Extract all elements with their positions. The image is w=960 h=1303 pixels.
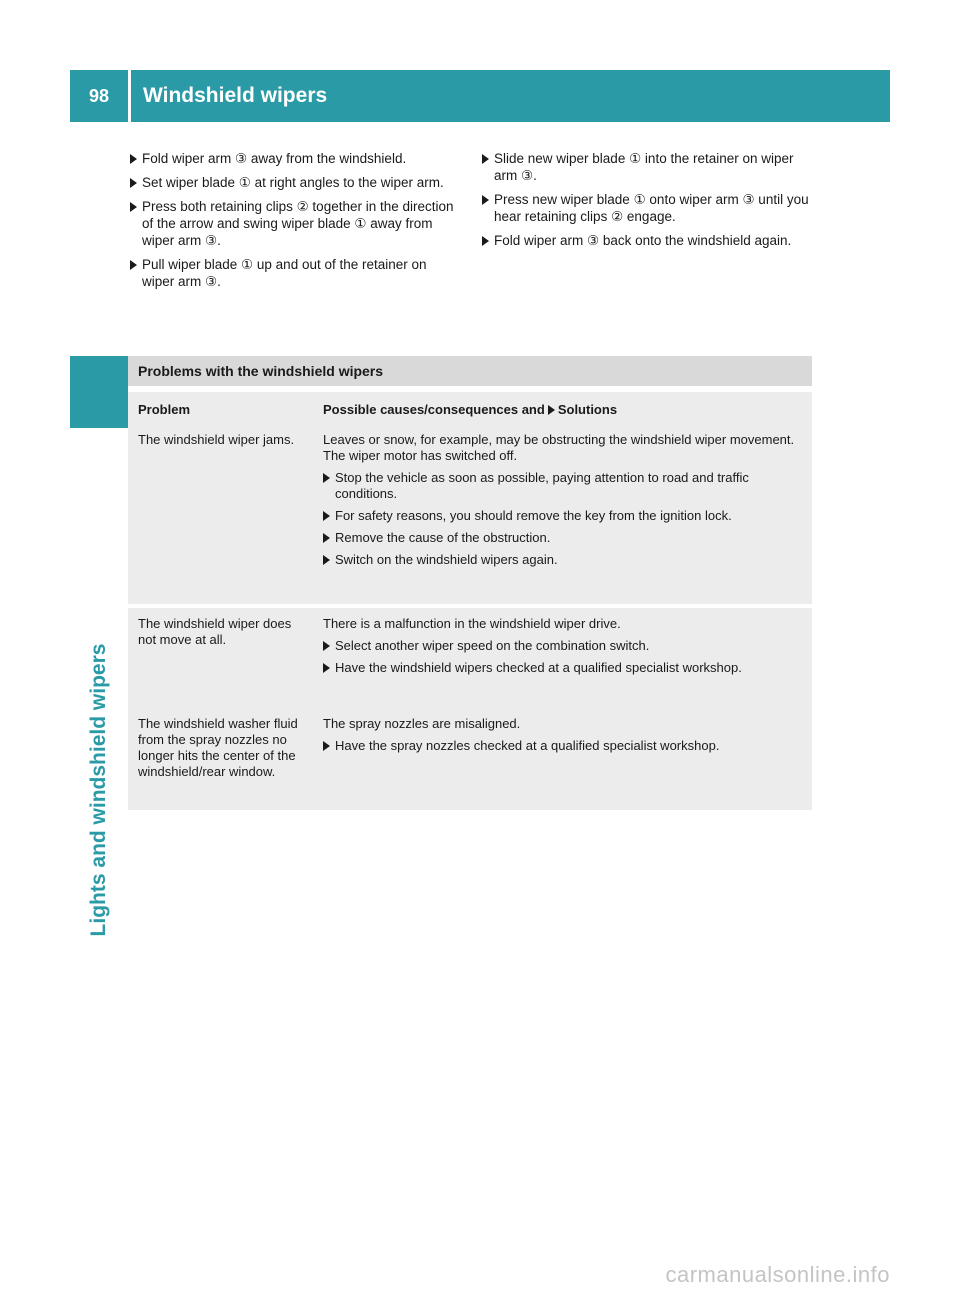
arrow-right-icon bbox=[130, 202, 137, 212]
column-header-problem: Problem bbox=[138, 402, 191, 417]
table-row-solution bbox=[323, 616, 803, 682]
instruction-step: Press both retaining clips ② together in the direction of the arrow and swing wiper blade ① away from wiper arm ③. bbox=[130, 198, 462, 249]
cause-text: Leaves or snow, for example, may be obstructing the windshield wiper movement. The wiper motor has switched off. bbox=[323, 432, 795, 463]
arrow-right-icon bbox=[130, 260, 137, 270]
arrow-right-icon bbox=[323, 641, 330, 651]
arrow-right-icon bbox=[323, 741, 330, 751]
arrow-right-icon bbox=[130, 178, 137, 188]
table-title-bar bbox=[128, 356, 812, 386]
solution-step: Switch on the windshield wipers again. bbox=[323, 552, 803, 568]
arrow-right-icon bbox=[323, 533, 330, 543]
arrow-right-icon bbox=[323, 663, 330, 673]
instruction-step: Pull wiper blade ① up and out of the retainer on wiper arm ③. bbox=[130, 256, 462, 290]
solution-step: Have the spray nozzles checked at a qualified specialist workshop. bbox=[323, 738, 803, 754]
troubleshooting-table bbox=[128, 392, 812, 810]
arrow-right-icon bbox=[323, 555, 330, 565]
header-bar bbox=[131, 70, 890, 122]
table-row-solution bbox=[323, 716, 803, 760]
arrow-right-icon bbox=[482, 195, 489, 205]
instruction-step: Set wiper blade ① at right angles to the wiper arm. bbox=[130, 174, 462, 191]
chapter-side-label: Lights and windshield wipers bbox=[87, 643, 110, 937]
page-number: 98 bbox=[70, 70, 128, 122]
column-header-causes: Possible causes/consequences and Solutions bbox=[323, 402, 618, 417]
table-row-solution bbox=[323, 432, 803, 574]
cause-text: The spray nozzles are misaligned. bbox=[323, 716, 521, 731]
table-row-problem: The windshield wiper jams. bbox=[138, 432, 295, 447]
solution-step: Select another wiper speed on the combination switch. bbox=[323, 638, 803, 654]
side-tab-marker bbox=[70, 356, 128, 428]
arrow-right-icon bbox=[323, 473, 330, 483]
solution-step: Stop the vehicle as soon as possible, paying attention to road and traffic conditions. bbox=[323, 470, 803, 502]
solution-step: Have the windshield wipers checked at a qualified specialist workshop. bbox=[323, 660, 803, 676]
arrow-right-icon bbox=[548, 405, 555, 415]
arrow-right-icon bbox=[323, 511, 330, 521]
instruction-step: Fold wiper arm ③ back onto the windshield again. bbox=[482, 232, 814, 249]
instruction-step: Fold wiper arm ③ away from the windshield. bbox=[130, 150, 462, 167]
watermark: carmanualsonline.info bbox=[665, 1262, 890, 1287]
solution-step: For safety reasons, you should remove the key from the ignition lock. bbox=[323, 508, 803, 524]
table-row-problem: The windshield washer fluid from the spray nozzles no longer hits the center of the windshield/rear window. bbox=[138, 716, 298, 779]
page-title: Windshield wipers bbox=[143, 84, 328, 107]
instruction-steps-right bbox=[482, 150, 814, 256]
table-title: Problems with the windshield wipers bbox=[138, 363, 384, 379]
arrow-right-icon bbox=[482, 236, 489, 246]
instruction-step: Slide new wiper blade ① into the retainer on wiper arm ③. bbox=[482, 150, 814, 184]
cause-text: There is a malfunction in the windshield wiper drive. bbox=[323, 616, 621, 631]
row-divider bbox=[128, 604, 812, 608]
instruction-step: Press new wiper blade ① onto wiper arm ③ until you hear retaining clips ② engage. bbox=[482, 191, 814, 225]
table-row-problem: The windshield wiper does not move at all. bbox=[138, 616, 292, 647]
instruction-steps-left bbox=[130, 150, 462, 297]
solution-step: Remove the cause of the obstruction. bbox=[323, 530, 803, 546]
arrow-right-icon bbox=[482, 154, 489, 164]
arrow-right-icon bbox=[130, 154, 137, 164]
